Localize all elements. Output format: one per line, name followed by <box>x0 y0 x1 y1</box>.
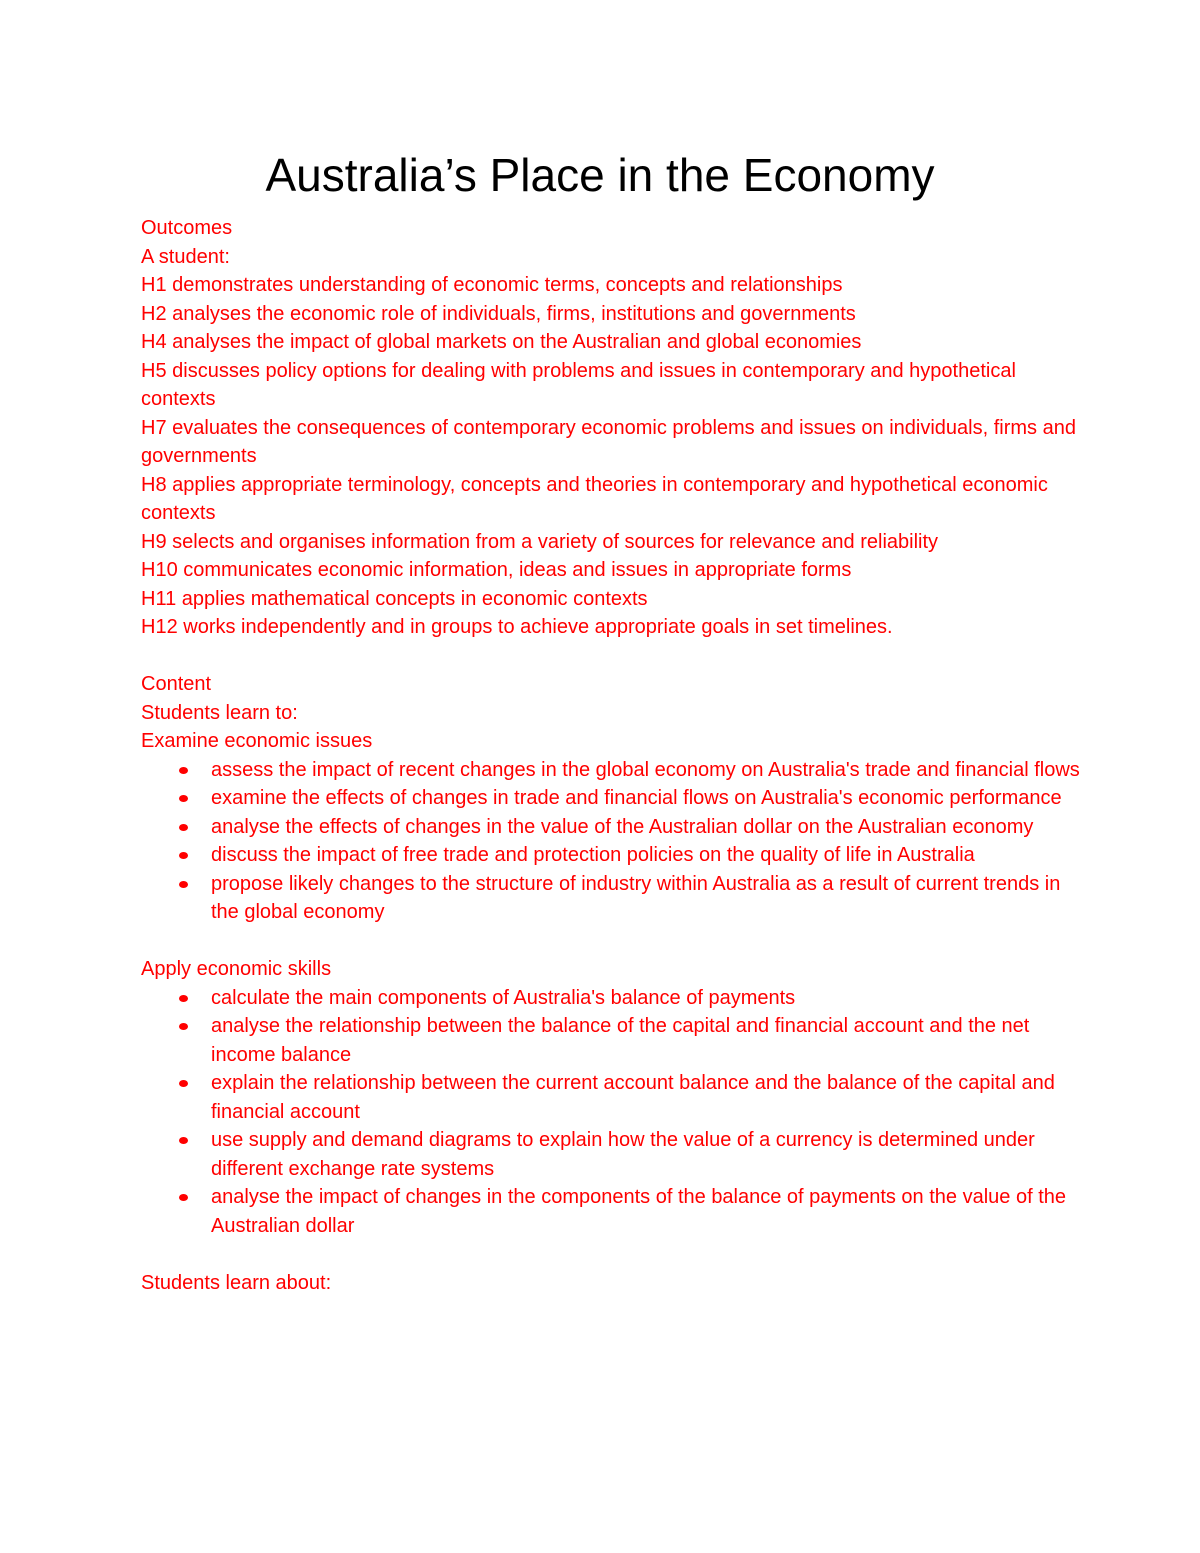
outcome-item: H2 analyses the economic role of individuals, firms, institutions and governments <box>141 302 856 325</box>
list-item <box>141 756 1081 785</box>
list-item-text: analyse the relationship between the balance of the capital and financial account and the net income balance <box>211 1015 1030 1066</box>
bullet-icon <box>179 852 188 859</box>
list-item-text: calculate the main components of Australia's balance of payments <box>211 986 796 1009</box>
content-heading: Content <box>141 673 212 695</box>
list-item-text: examine the effects of changes in trade and financial flows on Australia's economic performance <box>211 787 1062 809</box>
list-item-text: analyse the effects of changes in the value of the Australian dollar on the Australian economy <box>211 815 1034 838</box>
outcome-item: H1 demonstrates understanding of economic terms, concepts and relationships <box>141 274 843 296</box>
list-item <box>141 813 1081 842</box>
list-item-text: use supply and demand diagrams to explain how the value of a currency is determined under different exchange rate systems <box>211 1129 1035 1180</box>
outcome-item: H5 discusses policy options for dealing with problems and issues in contemporary and hypothetical contexts <box>141 359 1016 410</box>
bullet-icon <box>179 995 188 1002</box>
bullet-icon <box>179 1137 188 1144</box>
list-item-text: explain the relationship between the current account balance and the balance of the capital and financial account <box>211 1072 1055 1123</box>
apply-list <box>141 984 1081 1241</box>
outcome-item: H8 applies appropriate terminology, concepts and theories in contemporary and hypothetical economic contexts <box>141 473 1048 524</box>
list-item <box>141 1126 1081 1183</box>
list-item <box>141 1069 1081 1126</box>
outcome-item: H12 works independently and in groups to achieve appropriate goals in set timelines. <box>141 616 893 638</box>
list-item-text: propose likely changes to the structure of industry within Australia as a result of current trends in the global economy <box>211 872 1061 923</box>
examine-heading: Examine economic issues <box>141 730 373 752</box>
spacer <box>141 927 1081 956</box>
list-item <box>141 870 1081 927</box>
document-body <box>141 214 1081 1297</box>
bullet-icon <box>179 795 188 802</box>
list-item-text: assess the impact of recent changes in the global economy on Australia's trade and financial flows <box>211 758 1080 781</box>
list-item <box>141 1183 1081 1240</box>
outcome-item: H7 evaluates the consequences of contemporary economic problems and issues on individuals, firms and governments <box>141 416 1076 467</box>
learn-about-heading: Students learn about: <box>141 1271 332 1294</box>
bullet-icon <box>179 1194 188 1201</box>
list-item <box>141 984 1081 1013</box>
examine-list <box>141 756 1081 927</box>
list-item <box>141 841 1081 870</box>
bullet-icon <box>179 824 188 831</box>
list-item-text: discuss the impact of free trade and protection policies on the quality of life in Australia <box>211 844 975 866</box>
page-title: Australia’s Place in the Economy <box>265 149 935 201</box>
outcomes-heading: Outcomes <box>141 217 233 239</box>
learn-to-heading: Students learn to: <box>141 701 298 724</box>
outcome-item: H11 applies mathematical concepts in economic contexts <box>141 587 648 610</box>
bullet-icon <box>179 1080 188 1087</box>
apply-heading: Apply economic skills <box>141 958 332 980</box>
spacer <box>141 642 1081 671</box>
bullet-icon <box>179 881 188 888</box>
outcome-item: H4 analyses the impact of global markets on the Australian and global economies <box>141 331 862 353</box>
bullet-icon <box>179 767 188 774</box>
outcome-item: H9 selects and organises information from a variety of sources for relevance and reliability <box>141 530 939 553</box>
bullet-icon <box>179 1023 188 1030</box>
list-item-text: analyse the impact of changes in the components of the balance of payments on the value of the Australian dollar <box>211 1186 1066 1237</box>
list-item <box>141 1012 1081 1069</box>
outcomes-intro: A student: <box>141 245 230 268</box>
list-item <box>141 784 1081 813</box>
spacer <box>141 1240 1081 1269</box>
outcome-item: H10 communicates economic information, ideas and issues in appropriate forms <box>141 559 852 581</box>
